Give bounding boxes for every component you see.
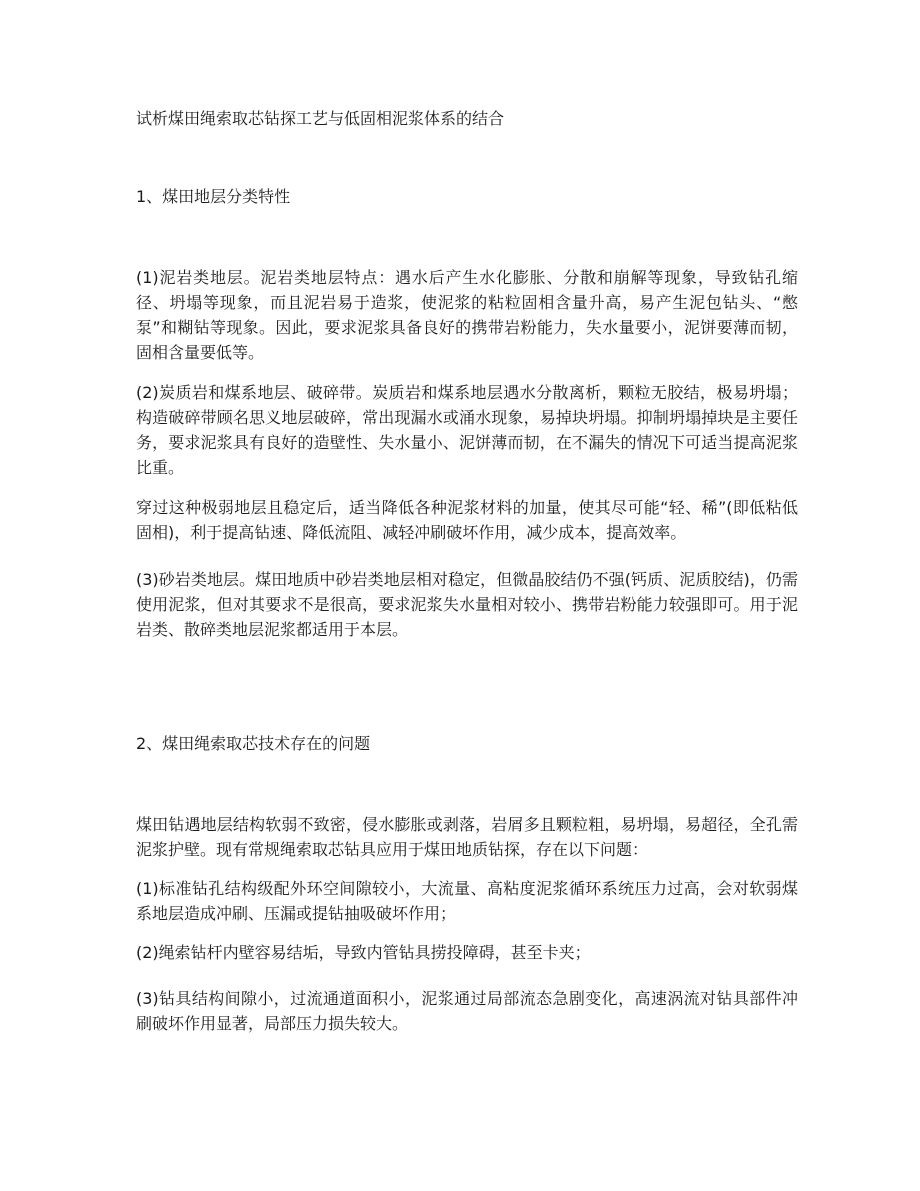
document-title: 试析煤田绳索取芯钻探工艺与低固相泥浆体系的结合 [136, 109, 505, 128]
section-2-paragraph-2: (1)标准钻孔结构级配外环空间隙较小，大流量、高粘度泥浆循环系统压力过高，会对软弱煤系地层造成冲刷、压漏或提钻抽吸破坏作用； [136, 879, 798, 923]
section-2-paragraph-1: 煤田钻遇地层结构软弱不致密，侵水膨胀或剥落，岩屑多且颗粒粗，易坍塌，易超径，全孔需泥浆护壁。现有常规绳索取芯钻具应用于煤田地质钻探，存在以下问题： [136, 815, 798, 859]
section-1-paragraph-3: 穿过这种极弱地层且稳定后，适当降低各种泥浆材料的加量，使其尽可能“轻、稀”(即低粘低固相)，利于提高钻速、降低流阻、减轻冲刷破坏作用，减少成本，提高效率。 [136, 498, 798, 542]
section-heading-1: 1、煤田地层分类特性 [136, 187, 291, 206]
section-2-paragraph-4: (3)钻具结构间隙小，过流通道面积小，泥浆通过局部流态急剧变化，高速涡流对钻具部件冲刷破坏作用显著，局部压力损失较大。 [136, 989, 798, 1033]
section-1-paragraph-1: (1)泥岩类地层。泥岩类地层特点：遇水后产生水化膨胀、分散和崩解等现象，导致钻孔缩径、坍塌等现象，而且泥岩易于造浆，使泥浆的粘粒固相含量升高，易产生泥包钻头、“憋泵”和糊钻等现象。因此，要求泥浆具备良好的携带岩粉能力，失水量要小，泥饼要薄而韧，固相含量要低等。 [136, 268, 798, 362]
section-2-paragraph-3: (2)绳索钻杆内壁容易结垢，导致内管钻具捞投障碍，甚至卡夹； [136, 943, 591, 962]
section-1-paragraph-2: (2)炭质岩和煤系地层、破碎带。炭质岩和煤系地层遇水分散离析，颗粒无胶结，极易坍塌；构造破碎带顾名思义地层破碎，常出现漏水或涌水现象，易掉块坍塌。抑制坍塌掉块是主要任务，要求泥浆具有良好的造壁性、失水量小、泥饼薄而韧，在不漏失的情况下可适当提高泥浆比重。 [136, 383, 798, 477]
section-1-paragraph-4: (3)砂岩类地层。煤田地质中砂岩类地层相对稳定，但微晶胶结仍不强(钙质、泥质胶结)，仍需使用泥浆，但对其要求不是很高，要求泥浆失水量相对较小、携带岩粉能力较强即可。用于泥岩类、散碎类地层泥浆都适用于本层。 [136, 570, 798, 639]
section-heading-2: 2、煤田绳索取芯技术存在的问题 [136, 734, 371, 753]
